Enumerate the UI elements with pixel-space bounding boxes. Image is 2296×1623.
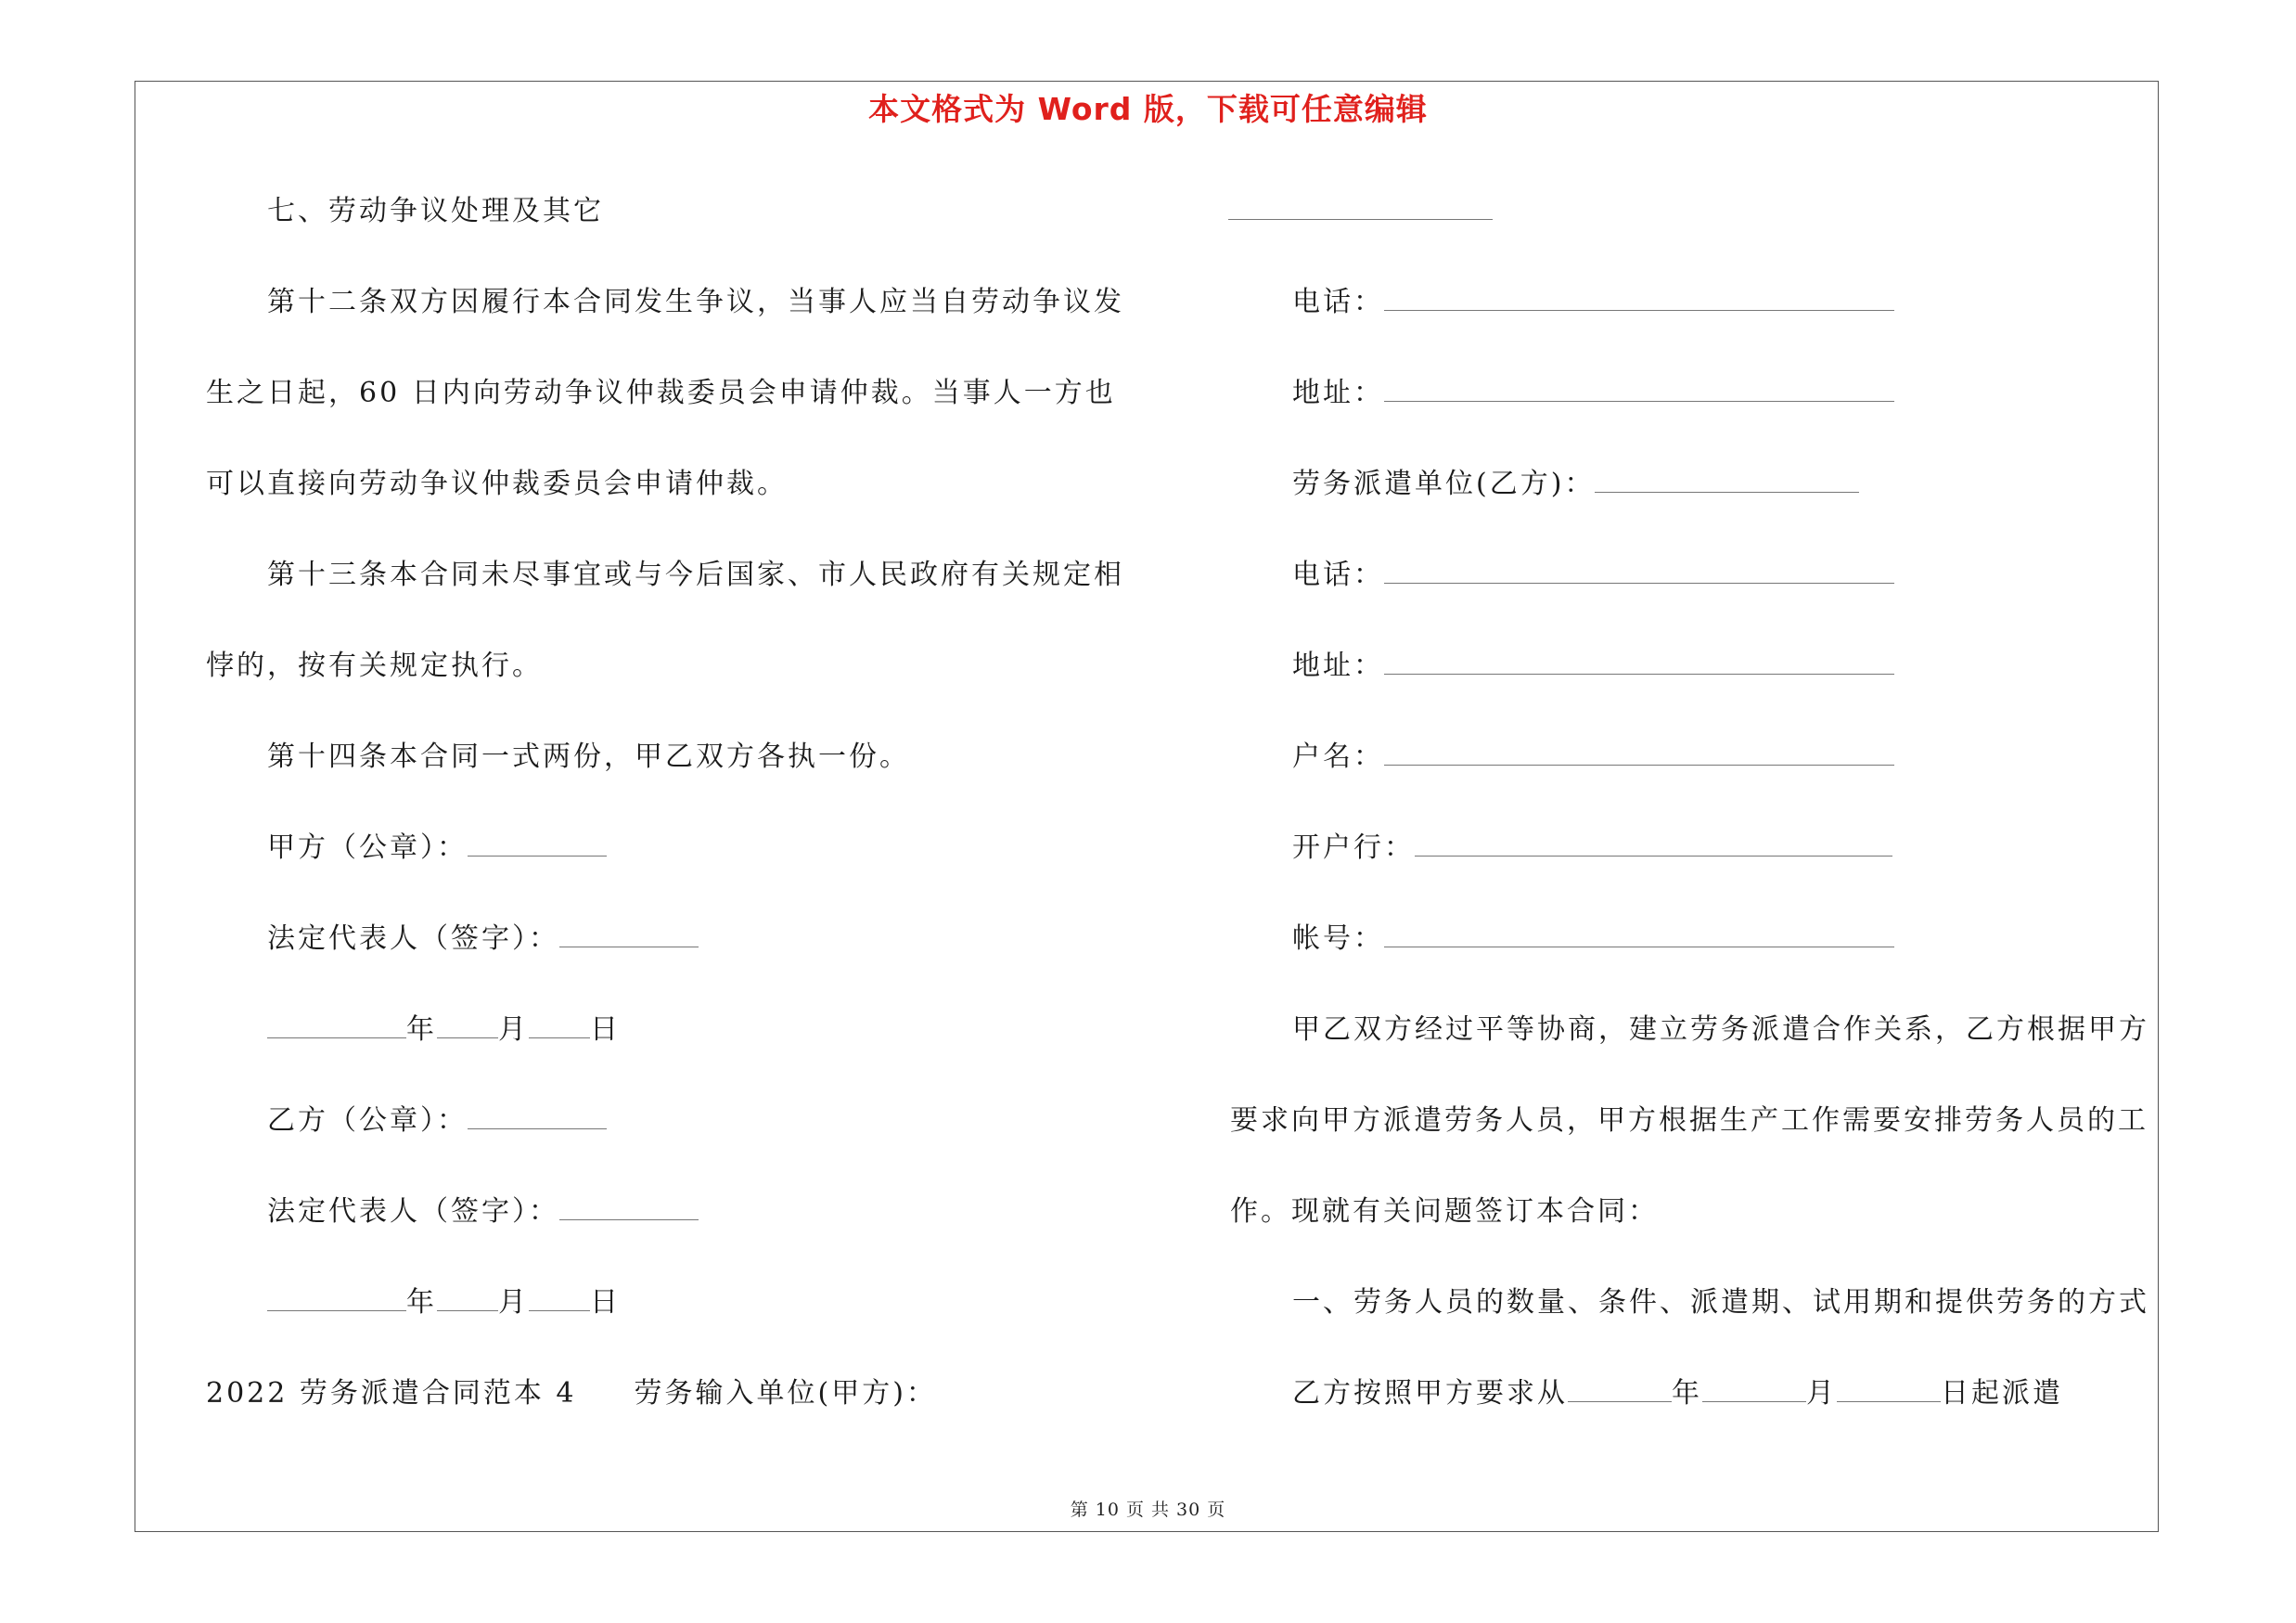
dispatch-date-label: 乙方按照甲方要求从	[1292, 1377, 1568, 1410]
party-b-seal-label: 乙方（公章）：	[267, 1104, 468, 1137]
contract-title-line	[206, 1375, 937, 1412]
paragraph-line: 第十四条本合同一式两份，甲乙双方各执一份。	[267, 741, 910, 773]
bank-label: 开户行：	[1292, 831, 1415, 864]
address-blank[interactable]	[1384, 650, 1894, 675]
paragraph-line: 要求向甲方派遣劳务人员，甲方根据生产工作需要安排劳务人员的工	[1230, 1104, 2148, 1137]
day-label: 日	[590, 1013, 621, 1046]
phone-blank[interactable]	[1384, 286, 1894, 311]
year-label: 年	[406, 1013, 437, 1046]
party-a-rep-blank[interactable]	[559, 922, 699, 947]
dispatch-unit-blank[interactable]	[1595, 468, 1859, 493]
month-label: 月	[498, 1286, 529, 1319]
party-b-rep-line	[267, 1193, 699, 1230]
address-blank[interactable]	[1384, 377, 1894, 402]
page-number: 第 10 页 共 30 页	[1070, 1500, 1226, 1520]
party-a-seal-line	[267, 830, 607, 867]
month-blank[interactable]	[437, 1286, 498, 1311]
year-blank[interactable]	[267, 1013, 406, 1038]
phone-label: 电话：	[1292, 286, 1384, 318]
paragraph-line: 可以直接向劳动争议仲裁委员会申请仲裁。	[206, 468, 788, 500]
paragraph-line: 甲乙双方经过平等协商，建立劳务派遣合作关系，乙方根据甲方	[1292, 1013, 2149, 1046]
address-label: 地址：	[1292, 650, 1384, 682]
dispatch-unit-label: 劳务派遣单位(乙方)：	[1292, 468, 1596, 500]
account-name-label: 户名：	[1292, 741, 1384, 773]
party-a-seal-label: 甲方（公章）：	[267, 831, 468, 864]
day-blank[interactable]	[1837, 1377, 1941, 1402]
party-b-date-line	[267, 1284, 621, 1321]
paragraph-line: 第十三条本合同未尽事宜或与今后国家、市人民政府有关规定相	[267, 559, 1124, 591]
address-label: 地址：	[1292, 377, 1384, 409]
bank-line	[1292, 830, 1892, 867]
month-blank[interactable]	[437, 1013, 498, 1038]
party-a-rep-label: 法定代表人（签字）：	[267, 922, 559, 955]
dispatch-start-label: 日起派遣	[1941, 1377, 2063, 1410]
party-a-unit-label: 劳务输入单位(甲方)：	[634, 1377, 937, 1410]
year-label: 年	[406, 1286, 437, 1319]
account-no-line	[1292, 921, 1894, 958]
account-name-line	[1292, 739, 1894, 776]
format-banner: 本文格式为 Word 版，下载可任意编辑	[868, 91, 1428, 127]
day-blank[interactable]	[529, 1286, 590, 1311]
party-a-date-line	[267, 1011, 621, 1049]
paragraph-line: 第十二条双方因履行本合同发生争议，当事人应当自劳动争议发	[267, 286, 1124, 318]
phone-label: 电话：	[1292, 559, 1384, 591]
section-heading: 七、劳动争议处理及其它	[267, 195, 604, 227]
account-no-blank[interactable]	[1384, 922, 1894, 947]
phone-blank[interactable]	[1384, 559, 1894, 584]
phone-line	[1292, 284, 1894, 321]
party-b-seal-line	[267, 1102, 607, 1140]
address-line	[1292, 648, 1894, 685]
contract-title: 2022 劳务派遣合同范本 4	[206, 1377, 577, 1410]
month-label: 月	[498, 1013, 529, 1046]
party-b-rep-label: 法定代表人（签字）：	[267, 1195, 559, 1228]
year-blank[interactable]	[267, 1286, 406, 1311]
month-blank[interactable]	[1702, 1377, 1806, 1402]
top-blank-line	[1228, 193, 1493, 230]
top-blank[interactable]	[1228, 195, 1493, 220]
year-blank[interactable]	[1568, 1377, 1672, 1402]
dispatch-unit-line	[1292, 466, 1859, 503]
day-blank[interactable]	[529, 1013, 590, 1038]
account-no-label: 帐号：	[1292, 922, 1384, 955]
address-line	[1292, 375, 1894, 412]
bank-blank[interactable]	[1415, 831, 1892, 857]
paragraph-line: 生之日起，60 日内向劳动争议仲裁委员会申请仲裁。当事人一方也	[206, 377, 1116, 409]
party-b-seal-blank[interactable]	[468, 1104, 607, 1129]
party-a-rep-line	[267, 921, 699, 958]
party-a-seal-blank[interactable]	[468, 831, 607, 857]
paragraph-line: 悖的，按有关规定执行。	[206, 650, 543, 682]
month-label: 月	[1806, 1377, 1837, 1410]
phone-line	[1292, 557, 1894, 594]
year-label: 年	[1672, 1377, 1702, 1410]
day-label: 日	[590, 1286, 621, 1319]
account-name-blank[interactable]	[1384, 741, 1894, 766]
section-heading: 一、劳务人员的数量、条件、派遣期、试用期和提供劳务的方式	[1292, 1286, 2149, 1319]
dispatch-date-line	[1292, 1375, 2063, 1412]
party-b-rep-blank[interactable]	[559, 1195, 699, 1220]
paragraph-line: 作。现就有关问题签订本合同：	[1230, 1195, 1659, 1228]
